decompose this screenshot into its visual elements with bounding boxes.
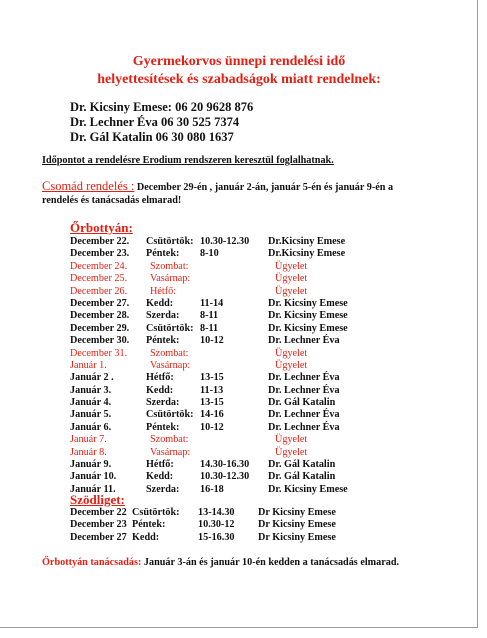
row-day: Kedd:: [132, 531, 160, 543]
row-day: Péntek:: [132, 519, 166, 531]
csomad-notice: [42, 180, 422, 207]
row-doctor: Dr.Kicsiny Emese: [268, 236, 346, 247]
row-day: Csütörtök:: [146, 409, 194, 421]
row-time: 11-13: [200, 384, 224, 396]
row-date: Január 11.: [70, 483, 116, 495]
row-doctor: Dr. Lechner Éva: [268, 372, 340, 384]
row-doctor: Dr. Gál Katalin: [268, 471, 336, 483]
row-doctor: Dr Kicsiny Emese: [258, 507, 336, 518]
row-doctor: Dr. Lechner Éva: [268, 421, 340, 433]
row-doctor: Dr Kicsiny Emese: [258, 519, 336, 531]
row-doctor: Dr. Kicsiny Emese: [268, 310, 348, 322]
row-time: 14-16: [200, 409, 224, 421]
row-doctor: Dr. Kicsiny Emese: [268, 322, 348, 334]
row-date: Január 8.: [70, 446, 107, 458]
row-date: Január 7.: [70, 434, 107, 446]
row-time: 10-12: [200, 421, 224, 433]
row-time: 13-15: [200, 372, 224, 384]
row-doctor: Ügyelet: [275, 446, 308, 458]
row-doctor: Ügyelet: [275, 434, 308, 446]
row-doctor: Dr. Lechner Éva: [268, 335, 340, 347]
row-day: Kedd:: [146, 297, 174, 309]
row-date: Január 3.: [70, 384, 112, 396]
row-day: Szerda:: [146, 483, 180, 495]
row-day: Péntek:: [146, 248, 180, 260]
row-doctor: Ügyelet: [275, 285, 308, 297]
szodliget-heading: Szödliget:: [70, 492, 125, 507]
tanacsadas-label: Őrbottyán tanácsadás:: [42, 557, 142, 568]
row-day: Csütörtök:: [146, 322, 194, 334]
row-date: December 28.: [70, 310, 130, 322]
row-doctor: Dr.Kicsiny Emese: [268, 248, 346, 260]
row-doctor: Ügyelet: [275, 359, 308, 371]
row-date: Január 4.: [70, 397, 112, 409]
page-border-right: [477, 0, 478, 628]
row-day: Vasárnap:: [150, 446, 191, 458]
row-day: Szerda:: [146, 397, 180, 409]
row-time: 10.30-12.30: [200, 236, 250, 247]
row-doctor: Dr. Kicsiny Emese: [268, 297, 348, 309]
row-time: 11-14: [200, 297, 224, 309]
row-date: December 24.: [70, 260, 128, 272]
row-date: December 22.: [70, 236, 130, 247]
row-date: Január 6.: [70, 421, 112, 433]
row-day: Péntek:: [146, 335, 180, 347]
row-date: December 27.: [70, 297, 130, 309]
row-date: December 29.: [70, 322, 130, 334]
row-doctor: Dr. Lechner Éva: [268, 384, 340, 396]
row-time: 8-10: [200, 248, 219, 260]
row-time: 13-15: [200, 397, 224, 409]
row-day: Hétfő:: [146, 459, 174, 471]
row-day: Szombat:: [150, 434, 189, 446]
row-day: Szombat:: [150, 260, 189, 272]
orbottyan-heading: Őrbottyán:: [70, 220, 133, 235]
tanacsadas-notice: [42, 556, 422, 569]
row-date: December 31.: [70, 347, 128, 359]
row-time: 10-12: [200, 335, 224, 347]
row-time: 16-18: [200, 483, 224, 495]
booking-note: Időpontot a rendelésre Erodium rendszeren keresztül foglalhatnak.: [42, 155, 334, 166]
row-day: Szerda:: [146, 310, 180, 322]
contact-kicsiny: Dr. Kicsiny Emese: 06 20 9628 876: [70, 100, 254, 114]
csomad-label: Csomád rendelés :: [42, 179, 135, 193]
row-date: December 23: [70, 519, 127, 531]
row-time: 13-14.30: [198, 507, 235, 518]
row-doctor: Ügyelet: [275, 273, 308, 285]
row-time: 8-11: [200, 310, 219, 322]
tanacsadas-text: Január 3-án és január 10-én kedden a tanácsadás elmarad.: [141, 557, 400, 568]
row-date: Január 5.: [70, 409, 112, 421]
row-time: 10.30-12: [198, 519, 235, 531]
page-subtitle: helyettesítések és szabadságok miatt rendelnek:: [97, 72, 381, 87]
row-day: Hétfő:: [150, 285, 177, 297]
row-date: Január 10.: [70, 471, 117, 483]
doctor-contacts: [70, 100, 253, 145]
row-date: December 25.: [70, 273, 128, 285]
row-day: Péntek:: [146, 421, 180, 433]
row-day: Csütörtök:: [132, 507, 180, 518]
row-date: December 27: [70, 531, 127, 543]
row-day: Vasárnap:: [150, 359, 191, 371]
row-day: Csütörtök:: [146, 236, 194, 247]
row-doctor: Dr. Lechner Éva: [268, 409, 340, 421]
page-border-bottom: [0, 627, 478, 628]
row-doctor: Ügyelet: [275, 347, 308, 359]
row-time: 10.30-12.30: [200, 471, 250, 483]
row-date: December 22: [70, 507, 127, 518]
row-date: December 26.: [70, 285, 128, 297]
row-doctor: Dr. Gál Katalin: [268, 397, 336, 409]
row-day: Kedd:: [146, 471, 174, 483]
row-time: 14.30-16.30: [200, 459, 250, 471]
row-date: December 30.: [70, 335, 130, 347]
row-date: December 23.: [70, 248, 130, 260]
row-time: 8-11: [200, 322, 219, 334]
row-date: Január 9.: [70, 459, 112, 471]
csomad-text: December 29-én , január 2-án, január 5-én és január 9-én a rendelés és tanácsadás elmarad!: [42, 182, 394, 206]
page-title: Gyermekorvos ünnepi rendelési idő: [132, 54, 346, 69]
row-date: Január 1.: [70, 359, 107, 371]
row-doctor: Dr Kicsiny Emese: [258, 531, 336, 543]
row-day: Szombat:: [150, 347, 189, 359]
row-date: Január 2 .: [70, 372, 114, 384]
row-day: Vasárnap:: [150, 273, 191, 285]
contact-gal: Dr. Gál Katalin 06 30 080 1637: [70, 130, 234, 144]
row-doctor: Dr. Gál Katalin: [268, 459, 336, 471]
contact-lechner: Dr. Lechner Éva 06 30 525 7374: [70, 115, 240, 129]
row-doctor: Dr. Kicsiny Emese: [268, 483, 348, 495]
row-time: 15-16.30: [198, 531, 235, 543]
row-day: Kedd:: [146, 384, 174, 396]
row-doctor: Ügyelet: [275, 260, 308, 272]
row-day: Hétfő:: [146, 372, 174, 384]
